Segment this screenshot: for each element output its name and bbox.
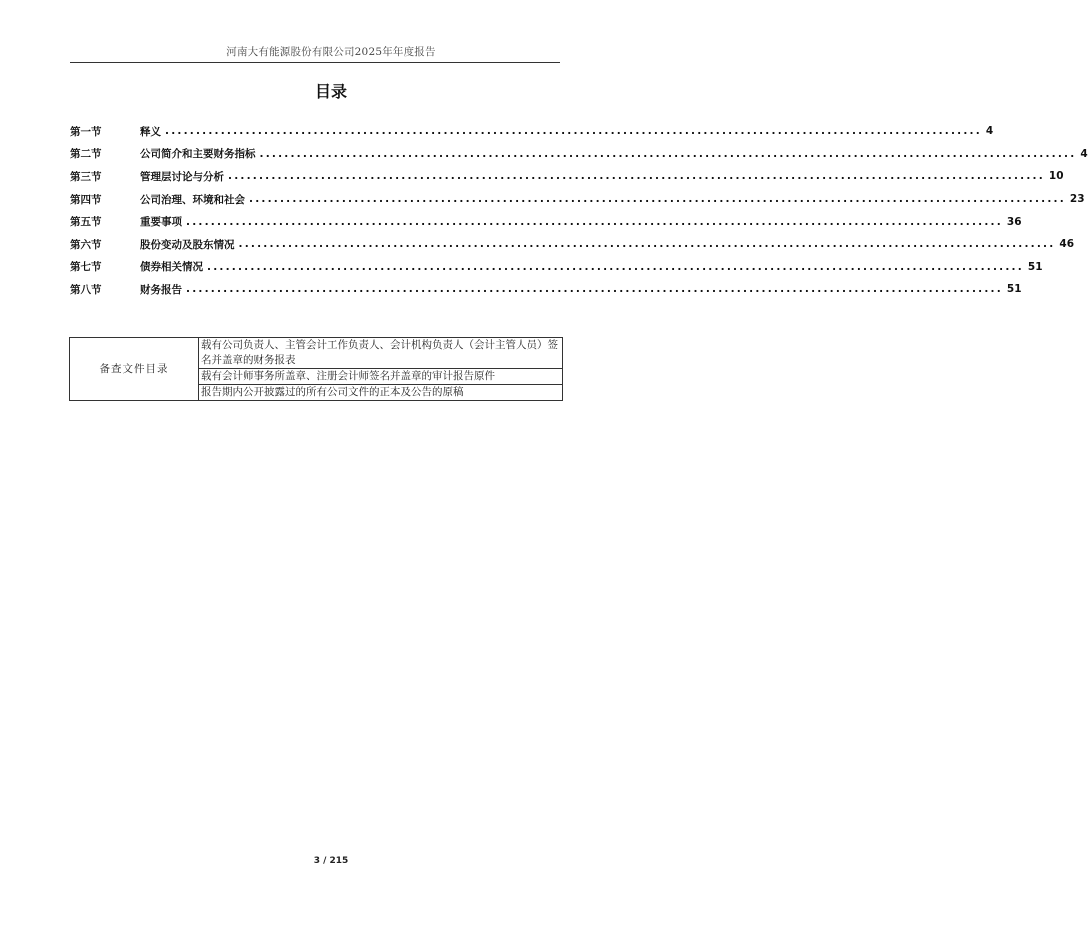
toc-page-number: 36 xyxy=(1006,215,1022,228)
reference-doc-item: 载有公司负责人、主管会计工作负责人、会计机构负责人（会计主管人员）签名并盖章的财务报表 xyxy=(199,338,563,369)
toc-section-number: 第四节 xyxy=(70,193,102,206)
toc-section-title: 股份变动及股东情况 xyxy=(140,238,235,251)
toc-section-number: 第二节 xyxy=(70,148,102,161)
page-number: 3 / 215 xyxy=(313,856,349,866)
toc-dot-leader: .................................................................................................................................... xyxy=(186,283,1003,296)
toc-dot-leader: .................................................................................................................................... xyxy=(259,147,1077,160)
toc-page-number: 46 xyxy=(1059,238,1075,251)
toc-dot-leader: .................................................................................................................................... xyxy=(207,260,1024,273)
toc-entry[interactable] xyxy=(70,165,1064,188)
toc-section-number: 第八节 xyxy=(70,283,102,296)
toc-section-title: 债券相关情况 xyxy=(140,261,203,274)
toc-page-number: 10 xyxy=(1048,170,1064,183)
toc-section-number: 第七节 xyxy=(70,261,102,274)
reference-doc-item: 载有会计师事务所盖章、注册会计师签名并盖章的审计报告原件 xyxy=(199,369,563,385)
toc-entry[interactable] xyxy=(70,143,1088,166)
header-divider xyxy=(70,62,560,63)
toc-entry[interactable] xyxy=(70,188,1085,211)
toc-section-title: 财务报告 xyxy=(140,283,182,296)
toc-page-number: 4 xyxy=(985,125,994,138)
toc-section-title: 重要事项 xyxy=(140,216,182,229)
toc-entry[interactable] xyxy=(70,120,994,143)
toc-section-title: 公司简介和主要财务指标 xyxy=(140,148,256,161)
toc-dot-leader: .................................................................................................................................... xyxy=(228,170,1045,183)
toc-entry[interactable] xyxy=(70,256,1043,279)
toc-section-number: 第三节 xyxy=(70,170,102,183)
toc-entry[interactable] xyxy=(70,210,1022,233)
toc-section-title: 公司治理、环境和社会 xyxy=(140,193,245,206)
toc-section-number: 第六节 xyxy=(70,238,102,251)
toc-page-number: 51 xyxy=(1027,260,1043,273)
toc-section-number: 第一节 xyxy=(70,125,102,138)
reference-docs-label: 备查文件目录 xyxy=(70,338,199,401)
table-of-contents xyxy=(70,120,1088,301)
toc-dot-leader: .................................................................................................................................... xyxy=(249,193,1066,206)
toc-entry[interactable] xyxy=(70,233,1075,256)
table-row xyxy=(70,338,563,369)
toc-page-number: 23 xyxy=(1069,193,1085,206)
reference-doc-item: 报告期内公开披露过的所有公司文件的正本及公告的原稿 xyxy=(199,385,563,401)
toc-section-title: 管理层讨论与分析 xyxy=(140,170,224,183)
toc-dot-leader: .................................................................................................................................... xyxy=(165,125,982,138)
toc-section-title: 释义 xyxy=(140,125,161,138)
page-header: 河南大有能源股份有限公司2025年年度报告 xyxy=(226,46,436,58)
toc-section-number: 第五节 xyxy=(70,216,102,229)
toc-page-number: 4 xyxy=(1080,147,1088,160)
document-title: 目录 xyxy=(314,82,347,101)
reference-documents-table xyxy=(69,337,563,401)
toc-page-number: 51 xyxy=(1006,283,1022,296)
toc-dot-leader: .................................................................................................................................... xyxy=(186,215,1003,228)
toc-dot-leader: .................................................................................................................................... xyxy=(238,238,1056,251)
toc-entry[interactable] xyxy=(70,278,1022,301)
